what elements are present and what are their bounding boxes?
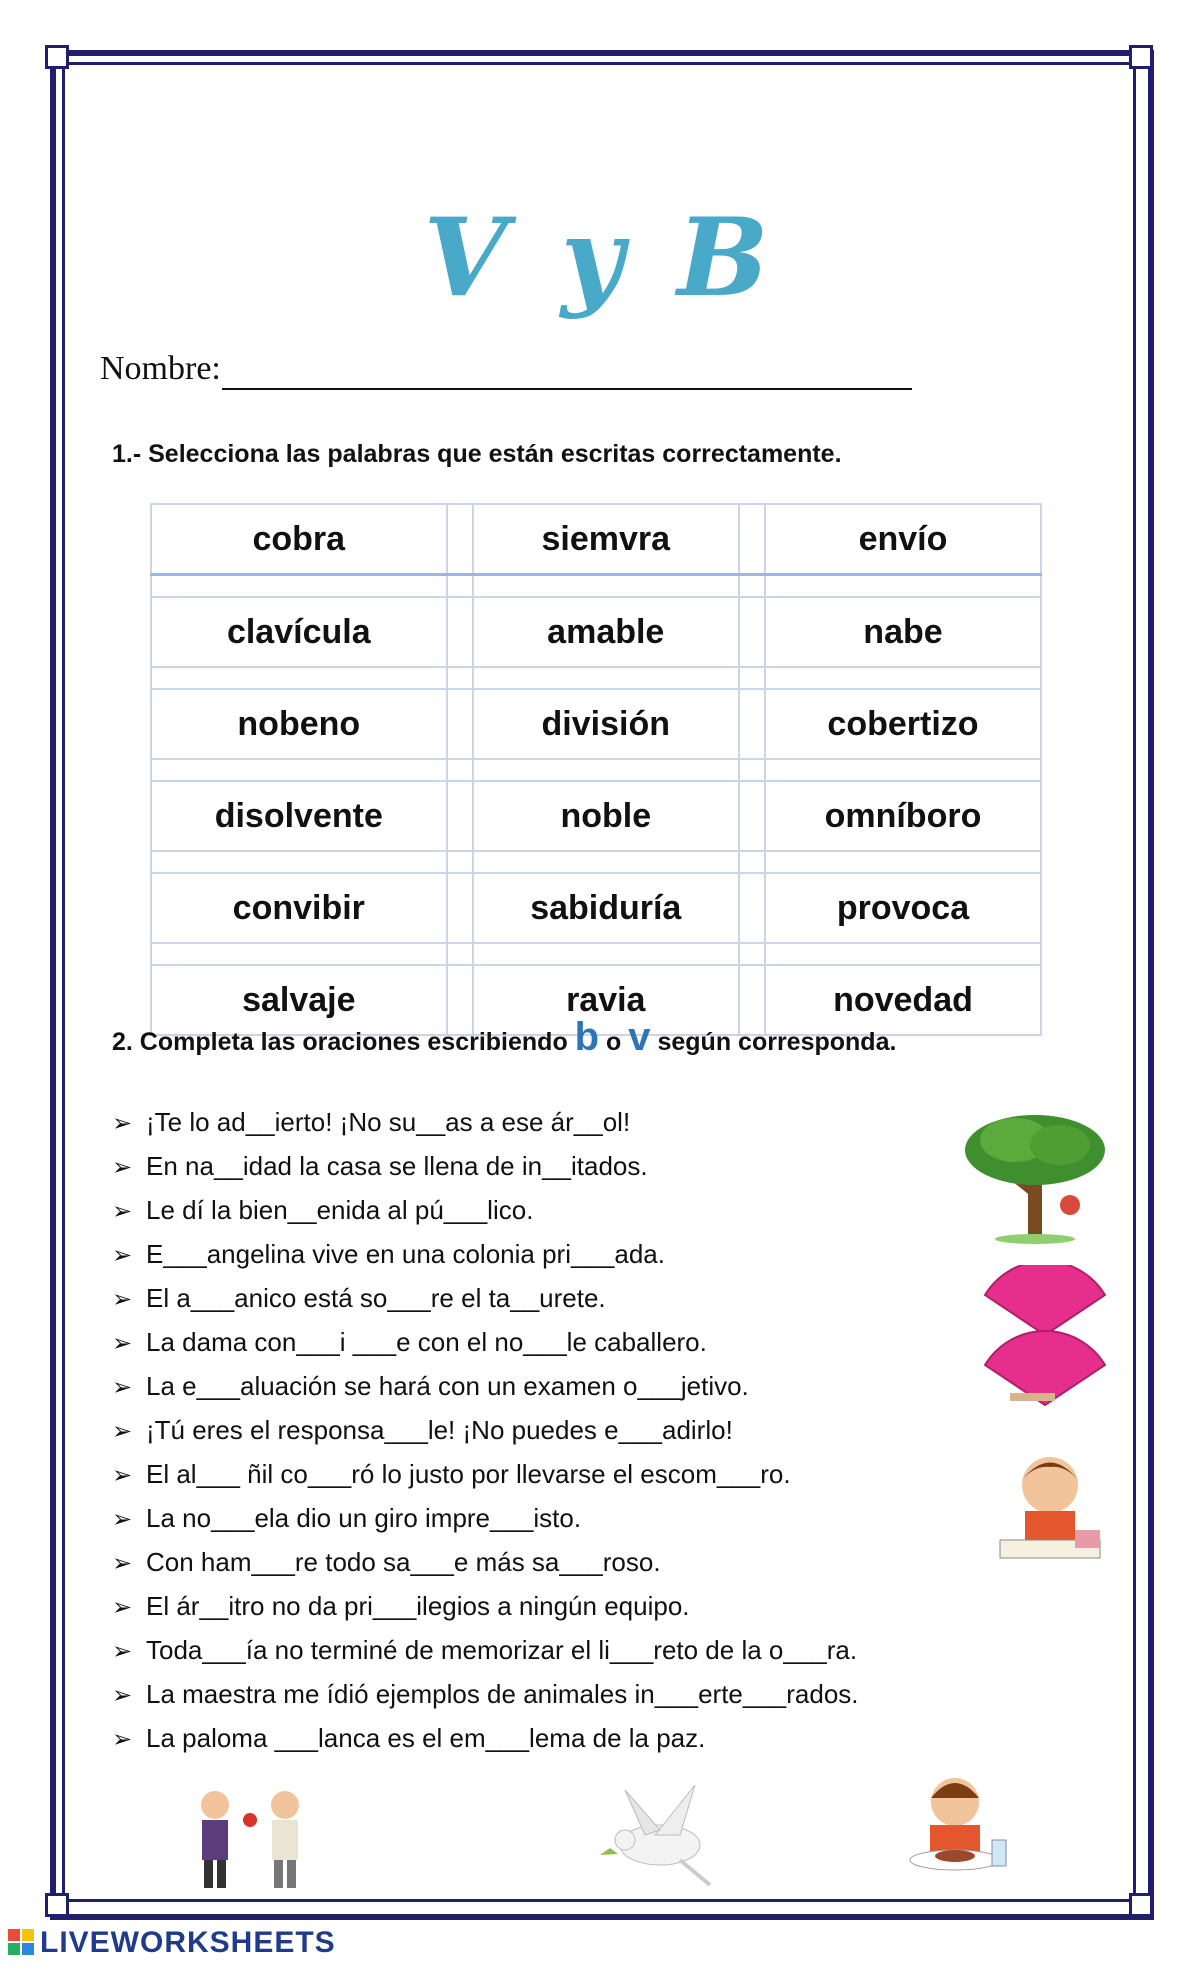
arrow-bullet-icon: ➢ [112,1726,133,1753]
sentence-text[interactable]: En na__idad la casa se llena de in__itados. [146,1151,648,1181]
liveworksheets-logo-icon [8,1929,34,1955]
sentence-text[interactable]: La maestra me ídió ejemplos de animales in___erte___rados. [146,1679,859,1709]
footer-brand [8,1926,336,1960]
word-option[interactable]: envío [765,504,1041,575]
sentence-item [112,1716,972,1760]
sentence-text[interactable]: ¡Te lo ad__ierto! ¡No su__as a ese ár__ol! [146,1107,631,1137]
letter-v: v [628,1015,651,1059]
dove-illustration [600,1780,720,1890]
sentence-text[interactable]: E___angelina vive en una colonia pri___ada. [146,1239,665,1269]
fan-illustration [980,1265,1110,1415]
word-option[interactable]: provoca [765,873,1041,943]
section2-heading [112,1015,896,1060]
section2-heading-pre: 2. Completa las oraciones escribiendo [112,1028,575,1056]
table-gap-cell [739,597,765,667]
sentence-item [112,1672,972,1716]
border-corner [1129,45,1153,69]
table-gap-cell [739,689,765,759]
word-option[interactable]: noble [473,781,739,851]
table-row [151,689,1041,759]
sentence-item [112,1144,972,1188]
word-option[interactable]: sabiduría [473,873,739,943]
sentence-text[interactable]: El ár__itro no da pri___ilegios a ningún equipo. [146,1591,690,1621]
arrow-bullet-icon: ➢ [112,1242,133,1269]
arrow-bullet-icon: ➢ [112,1286,133,1313]
name-label: Nombre: [100,350,221,387]
sentence-item [112,1100,972,1144]
sentence-item [112,1584,972,1628]
sentence-item [112,1496,972,1540]
table-gap-cell [447,873,473,943]
sentence-text[interactable]: El a___anico está so___re el ta__urete. [146,1283,606,1313]
footer-brand-text: LIVEWORKSHEETS [40,1926,336,1959]
letter-b: b [574,1015,600,1059]
word-option[interactable]: salvaje [151,965,447,1035]
word-option[interactable]: omníboro [765,781,1041,851]
border-corner [1129,1893,1153,1917]
table-gap-cell [447,504,473,575]
table-row [151,504,1041,575]
border-corner [45,1893,69,1917]
word-option[interactable]: nobeno [151,689,447,759]
boy-eating-illustration [900,1770,1015,1880]
sentence-item [112,1628,972,1672]
sentence-item [112,1408,972,1452]
table-row [151,873,1041,943]
word-option[interactable]: nabe [765,597,1041,667]
sentence-item [112,1364,972,1408]
arrow-bullet-icon: ➢ [112,1330,133,1357]
arrow-bullet-icon: ➢ [112,1550,133,1577]
word-option[interactable]: siemvra [473,504,739,575]
table-row [151,781,1041,851]
table-row [151,597,1041,667]
sentence-item [112,1452,972,1496]
name-input-line[interactable] [222,388,912,390]
word-option[interactable]: división [473,689,739,759]
sentence-text[interactable]: ¡Tú eres el responsa___le! ¡No puedes e___adirlo! [146,1415,733,1445]
sentence-text[interactable]: La no___ela dio un giro impre___isto. [146,1503,582,1533]
table-gap-cell [447,597,473,667]
worksheet-title: V y B [423,195,777,321]
table-spacer-row [151,943,1041,965]
word-option[interactable]: cobra [151,504,447,575]
table-spacer-row [151,851,1041,873]
sentence-text[interactable]: El al___ ñil co___ró lo justo por llevarse el escom___ro. [146,1459,791,1489]
arrow-bullet-icon: ➢ [112,1462,133,1489]
word-option[interactable]: disolvente [151,781,447,851]
boy-studying-illustration [995,1445,1110,1570]
word-option[interactable]: convibir [151,873,447,943]
sentence-text[interactable]: La paloma ___lanca es el em___lema de la paz. [146,1723,706,1753]
word-option[interactable]: amable [473,597,739,667]
sentence-item [112,1188,972,1232]
sentence-text[interactable]: Con ham___re todo sa___e más sa___roso. [146,1547,661,1577]
section2-heading-post: según corresponda. [650,1028,897,1056]
arrow-bullet-icon: ➢ [112,1594,133,1621]
sentence-text[interactable]: La e___aluación se hará con un examen o___jetivo. [146,1371,749,1401]
arrow-bullet-icon: ➢ [112,1198,133,1225]
sentence-item [112,1276,972,1320]
sentence-text[interactable]: Toda___ía no terminé de memorizar el li___reto de la o___ra. [146,1635,858,1665]
sentence-item [112,1540,972,1584]
table-gap-cell [739,781,765,851]
arrow-bullet-icon: ➢ [112,1110,133,1137]
arrow-bullet-icon: ➢ [112,1374,133,1401]
word-option[interactable]: ravia [473,965,739,1035]
table-gap-cell [447,689,473,759]
section1-heading: 1.- Selecciona las palabras que están escritas correctamente. [112,440,842,468]
arrow-bullet-icon: ➢ [112,1638,133,1665]
table-spacer-row [151,759,1041,781]
sentence-text[interactable]: La dama con___i ___e con el no___le caballero. [146,1327,707,1357]
table-gap-cell [739,504,765,575]
word-option[interactable]: cobertizo [765,689,1041,759]
border-corner [45,45,69,69]
arrow-bullet-icon: ➢ [112,1418,133,1445]
sentence-item [112,1232,972,1276]
arrow-bullet-icon: ➢ [112,1154,133,1181]
sentence-list [112,1100,972,1760]
word-option[interactable]: novedad [765,965,1041,1035]
men-illustration [180,1780,325,1890]
sentence-item [112,1320,972,1364]
arrow-bullet-icon: ➢ [112,1682,133,1709]
word-selection-table [150,503,1042,1036]
table-gap-cell [739,873,765,943]
sentence-text[interactable]: Le dí la bien__enida al pú___lico. [146,1195,534,1225]
arrow-bullet-icon: ➢ [112,1506,133,1533]
word-option[interactable]: clavícula [151,597,447,667]
section2-heading-mid: o [599,1028,629,1056]
table-spacer-row [151,667,1041,689]
tree-illustration [960,1105,1110,1245]
table-spacer-row [151,575,1041,598]
table-gap-cell [447,781,473,851]
